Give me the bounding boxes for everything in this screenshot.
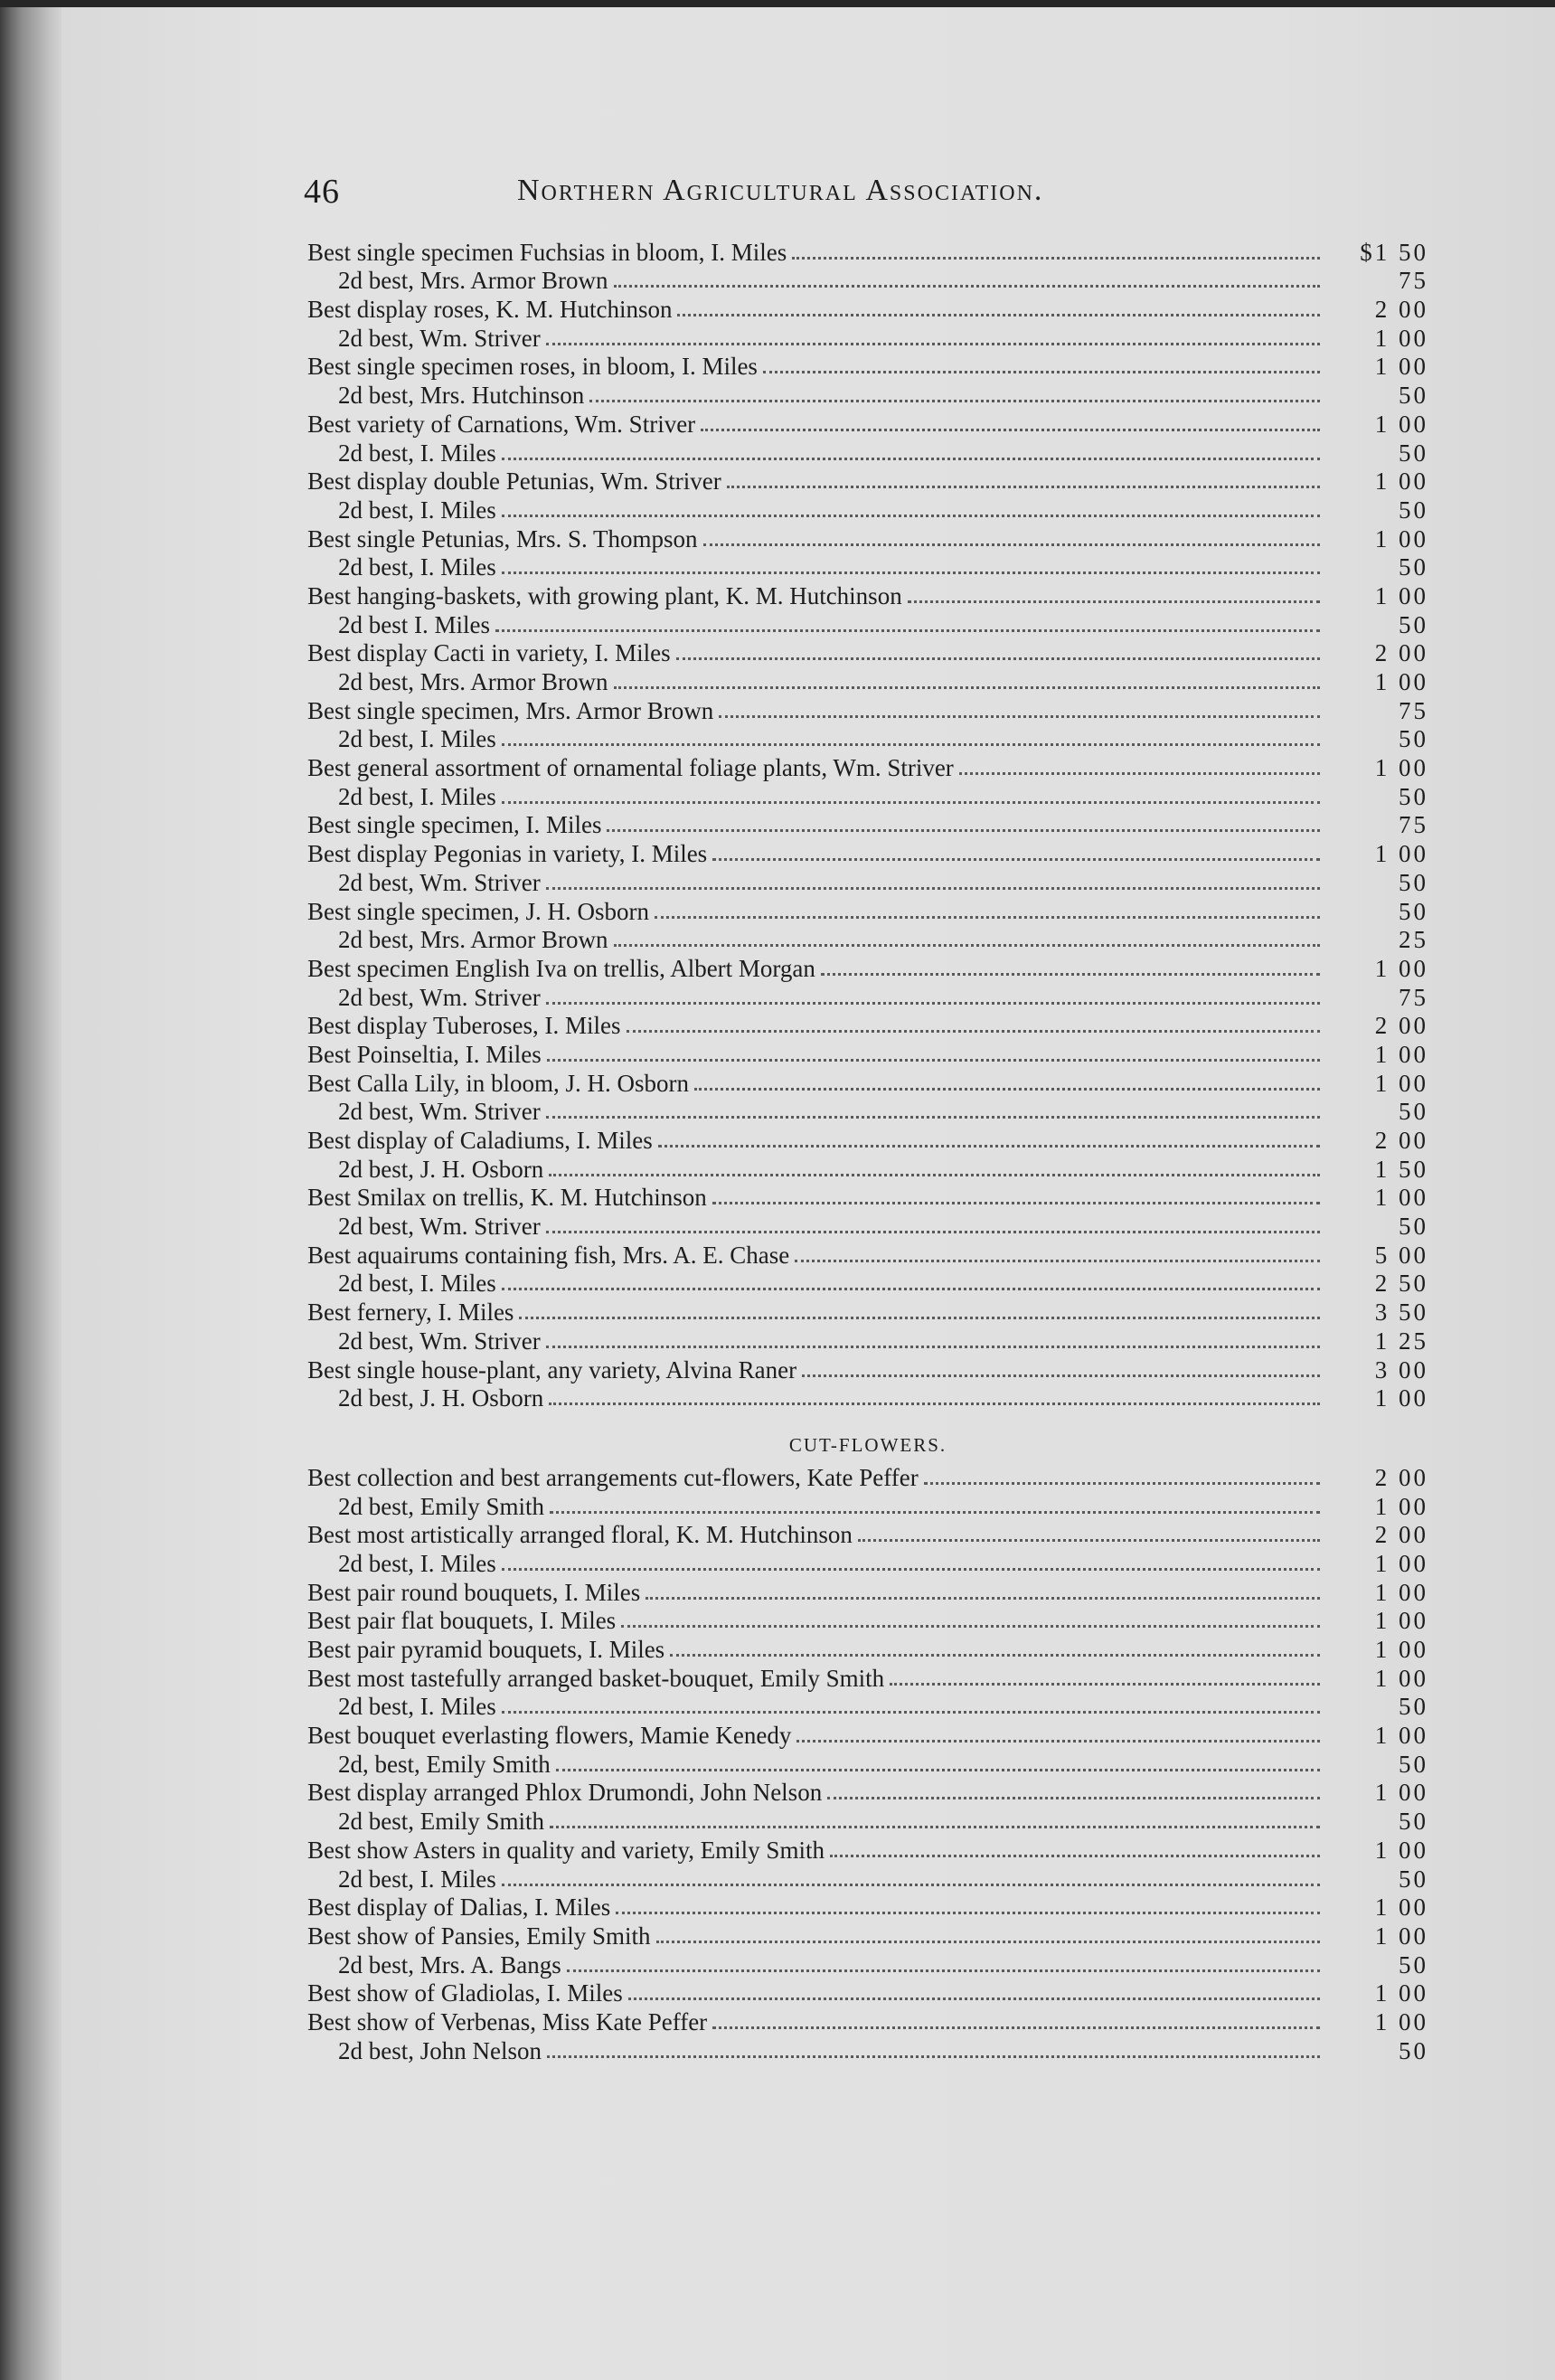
entry-description: Best pair round bouquets, I. Miles — [307, 1578, 641, 1606]
entry-amount: 1 00 — [1374, 1836, 1428, 1864]
list-item — [307, 810, 1428, 839]
dot-leader — [547, 2055, 1320, 2058]
entry-description: 2d best, Wm. Striver — [338, 1327, 541, 1355]
entry-amount: 50 — [1399, 2036, 1428, 2064]
entry-description: Best hanging-baskets, with growing plant, K. M. Hutchinson — [307, 581, 902, 609]
dot-leader — [890, 1683, 1320, 1686]
list-item — [307, 552, 1428, 581]
dot-leader — [550, 1826, 1320, 1828]
dot-leader — [858, 1539, 1320, 1542]
entry-description: Best Poinseltia, I. Miles — [307, 1040, 542, 1068]
list-item — [307, 467, 1428, 496]
dot-leader — [628, 1998, 1320, 2000]
list-item — [307, 1491, 1428, 1520]
list-item — [307, 323, 1428, 352]
dot-leader — [546, 1116, 1320, 1119]
list-item — [307, 896, 1428, 925]
dot-leader — [616, 1912, 1320, 1914]
entry-amount: 75 — [1399, 696, 1428, 724]
list-item — [307, 1893, 1428, 1922]
entry-description: 2d best I. Miles — [338, 610, 490, 638]
list-item — [307, 1297, 1428, 1326]
list-item — [307, 495, 1428, 524]
dot-leader — [502, 1711, 1320, 1714]
entry-description: 2d best, Mrs. Hutchinson — [338, 382, 585, 410]
list-item — [307, 2007, 1428, 2035]
list-item — [307, 1068, 1428, 1097]
dot-leader — [502, 801, 1320, 804]
entry-description: Best variety of Carnations, Wm. Striver — [307, 410, 696, 438]
entry-amount: 1 00 — [1374, 468, 1428, 496]
list-item — [307, 666, 1428, 695]
entry-description: Best display Pegonias in variety, I. Miles — [307, 840, 708, 868]
list-item — [307, 1384, 1428, 1412]
entry-amount: 25 — [1399, 926, 1428, 954]
entry-amount: 1 00 — [1374, 1894, 1428, 1922]
dot-leader — [827, 1797, 1320, 1799]
entry-amount: 1 00 — [1374, 668, 1428, 695]
list-item — [307, 1663, 1428, 1692]
dot-leader — [658, 1145, 1320, 1148]
entry-amount: 2 00 — [1374, 1012, 1428, 1040]
list-item — [307, 1039, 1428, 1068]
entry-description: 2d best, I. Miles — [338, 1693, 496, 1721]
entry-description: 2d best, Wm. Striver — [338, 983, 541, 1011]
list-item — [307, 1355, 1428, 1384]
entry-description: 2d best, I. Miles — [338, 439, 496, 467]
dot-leader — [792, 257, 1320, 260]
entry-amount: 1 00 — [1374, 524, 1428, 552]
entry-description: 2d best, Wm. Striver — [338, 324, 541, 352]
list-item — [307, 781, 1428, 810]
entry-description: 2d best, Wm. Striver — [338, 868, 541, 896]
list-item — [307, 695, 1428, 724]
scan-top-edge — [0, 0, 1555, 7]
entry-description: 2d best, Mrs. Armor Brown — [338, 926, 608, 954]
entry-description: Best display arranged Phlox Drumondi, John Nelson — [307, 1779, 823, 1807]
list-item — [307, 638, 1428, 667]
entry-amount: 50 — [1399, 553, 1428, 581]
dot-leader — [547, 1059, 1320, 1062]
entry-amount: 1 00 — [1374, 1384, 1428, 1412]
dot-leader — [676, 657, 1320, 660]
entry-amount: 75 — [1399, 811, 1428, 839]
list-item — [307, 2035, 1428, 2064]
list-item — [307, 1240, 1428, 1269]
dot-leader — [549, 1174, 1320, 1176]
entry-description: Best specimen English Iva on trellis, Albert Morgan — [307, 954, 815, 982]
list-item — [307, 524, 1428, 552]
entry-amount: 50 — [1399, 496, 1428, 524]
entry-description: 2d best, I. Miles — [338, 782, 496, 810]
entry-description: Best single specimen, Mrs. Armor Brown — [307, 696, 714, 724]
dot-leader — [546, 343, 1320, 345]
entry-amount: 2 00 — [1374, 1463, 1428, 1491]
list-item — [307, 1921, 1428, 1950]
dot-leader — [495, 629, 1320, 632]
entry-description: 2d best, I. Miles — [338, 1270, 496, 1298]
list-item — [307, 1211, 1428, 1240]
entry-amount: 50 — [1399, 439, 1428, 467]
list-item — [307, 838, 1428, 867]
dot-leader — [959, 772, 1320, 775]
entry-description: Best single specimen roses, in bloom, I. Miles — [307, 353, 758, 381]
entry-description: 2d best, Mrs. A. Bangs — [338, 1950, 561, 1979]
list-item — [307, 1011, 1428, 1040]
dot-leader — [670, 1654, 1320, 1657]
list-item — [307, 438, 1428, 467]
entry-amount: 2 00 — [1374, 1521, 1428, 1549]
entry-amount: 1 00 — [1374, 954, 1428, 982]
entry-description: 2d best, I. Miles — [338, 553, 496, 581]
entry-amount: 50 — [1399, 1693, 1428, 1721]
dot-leader — [796, 1740, 1320, 1742]
entry-amount: 1 00 — [1374, 324, 1428, 352]
list-item — [307, 237, 1428, 266]
entry-amount: 2 50 — [1374, 1270, 1428, 1298]
dot-leader — [502, 458, 1320, 460]
entry-description: Best single house-plant, any variety, Alvina Raner — [307, 1355, 797, 1384]
dot-leader — [614, 686, 1321, 689]
entry-description: Best single Petunias, Mrs. S. Thompson — [307, 524, 698, 552]
entry-description: Best show Asters in quality and variety, Emily Smith — [307, 1836, 825, 1864]
dot-leader — [655, 916, 1320, 919]
dot-leader — [549, 1402, 1320, 1405]
entry-description: 2d best, I. Miles — [338, 1549, 496, 1577]
list-item — [307, 867, 1428, 896]
entry-description: Best most tastefully arranged basket-bouquet, Emily Smith — [307, 1664, 885, 1692]
entry-description: Best display Tuberoses, I. Miles — [307, 1012, 621, 1040]
entry-amount: 1 00 — [1374, 1040, 1428, 1068]
dot-leader — [502, 743, 1320, 746]
entry-amount: 50 — [1399, 725, 1428, 753]
entry-description: Best display of Dalias, I. Miles — [307, 1894, 611, 1922]
entry-description: 2d best, I. Miles — [338, 725, 496, 753]
entry-description: Best single specimen, J. H. Osborn — [307, 897, 649, 925]
list-item — [307, 1950, 1428, 1979]
list-item — [307, 1520, 1428, 1549]
dot-leader — [502, 1568, 1320, 1571]
list-item — [307, 352, 1428, 381]
list-item — [307, 982, 1428, 1011]
entry-amount: 1 50 — [1374, 1155, 1428, 1183]
dot-leader — [701, 429, 1320, 431]
list-item — [307, 1125, 1428, 1154]
dot-leader — [546, 1346, 1320, 1348]
entry-description: Best pair flat bouquets, I. Miles — [307, 1607, 617, 1635]
dot-leader — [550, 1511, 1320, 1514]
entry-description: Best pair pyramid bouquets, I. Miles — [307, 1636, 665, 1663]
entry-description: Best fernery, I. Miles — [307, 1299, 514, 1327]
entry-amount: 5 00 — [1374, 1241, 1428, 1269]
entry-amount: 1 00 — [1374, 1722, 1428, 1750]
list-item — [307, 1749, 1428, 1778]
entry-amount: 1 00 — [1374, 1607, 1428, 1635]
dot-leader — [821, 973, 1320, 976]
entry-description: Best most artistically arranged floral, K. M. Hutchinson — [307, 1521, 853, 1549]
entry-description: Best Calla Lily, in bloom, J. H. Osborn — [307, 1069, 689, 1097]
list-item — [307, 1778, 1428, 1807]
entry-amount: 1 00 — [1374, 754, 1428, 782]
entry-description: 2d best, Wm. Striver — [338, 1098, 541, 1126]
dot-leader — [502, 1884, 1320, 1886]
list-item — [307, 1835, 1428, 1864]
dot-leader — [908, 600, 1320, 603]
entry-description: 2d best, Mrs. Armor Brown — [338, 668, 608, 695]
dot-leader — [924, 1482, 1320, 1485]
entry-amount: 1 00 — [1374, 581, 1428, 609]
list-item — [307, 1154, 1428, 1183]
entry-amount: 50 — [1399, 868, 1428, 896]
dot-leader — [502, 1288, 1320, 1290]
dot-leader — [502, 515, 1320, 517]
list-item — [307, 409, 1428, 438]
page-number: 46 — [304, 173, 340, 211]
list-item — [307, 1634, 1428, 1663]
entry-description: Best show of Verbenas, Miss Kate Peffer — [307, 2007, 708, 2035]
dot-leader — [502, 571, 1320, 574]
entry-amount: 50 — [1399, 1808, 1428, 1836]
dot-leader — [802, 1374, 1320, 1377]
dot-leader — [589, 400, 1320, 402]
entry-amount: 1 00 — [1374, 410, 1428, 438]
dot-leader — [546, 1002, 1320, 1005]
dot-leader — [703, 543, 1320, 546]
entry-description: Best Smilax on trellis, K. M. Hutchinson — [307, 1184, 707, 1212]
entry-amount: 75 — [1399, 267, 1428, 295]
dot-leader — [546, 1231, 1320, 1233]
list-item — [307, 294, 1428, 323]
dot-leader — [556, 1769, 1320, 1771]
list-item — [307, 1269, 1428, 1298]
entry-description: 2d best, I. Miles — [338, 1865, 496, 1893]
dot-leader — [694, 1088, 1320, 1091]
list-item — [307, 1577, 1428, 1606]
dot-leader — [712, 858, 1320, 861]
dot-leader — [546, 887, 1320, 890]
dot-leader — [830, 1855, 1320, 1857]
list-item — [307, 1806, 1428, 1835]
entry-amount: 2 00 — [1374, 1127, 1428, 1154]
list-item — [307, 1979, 1428, 2007]
entry-amount: 2 00 — [1374, 296, 1428, 324]
list-item — [307, 925, 1428, 954]
entry-amount: 1 00 — [1374, 840, 1428, 868]
dot-leader — [712, 2026, 1320, 2029]
entry-description: 2d best, J. H. Osborn — [338, 1155, 544, 1183]
entry-amount: 50 — [1399, 1213, 1428, 1241]
entry-description: Best collection and best arrangements cut-flowers, Kate Peffer — [307, 1463, 919, 1491]
list-item — [307, 1720, 1428, 1749]
dot-leader — [656, 1941, 1320, 1943]
list-item — [307, 1548, 1428, 1577]
dot-leader — [712, 1202, 1320, 1204]
entry-description: Best display of Caladiums, I. Miles — [307, 1127, 653, 1154]
entry-description: 2d best, Wm. Striver — [338, 1213, 541, 1241]
entry-amount: $1 50 — [1360, 238, 1428, 266]
entry-description: Best display roses, K. M. Hutchinson — [307, 296, 673, 324]
entry-description: 2d best, John Nelson — [338, 2036, 542, 2064]
list-item — [307, 724, 1428, 753]
entry-description: Best display Cacti in variety, I. Miles — [307, 639, 671, 667]
entry-amount: 50 — [1399, 897, 1428, 925]
entry-amount: 1 00 — [1374, 1492, 1428, 1520]
section-heading: CUT-FLOWERS. — [788, 1434, 947, 1457]
entry-amount: 1 00 — [1374, 1979, 1428, 2007]
entry-amount: 3 00 — [1374, 1355, 1428, 1384]
entry-description: Best general assortment of ornamental foliage plants, Wm. Striver — [307, 754, 954, 782]
book-spine-shadow — [0, 0, 61, 2380]
dot-leader — [627, 1030, 1320, 1033]
list-item — [307, 609, 1428, 638]
entry-amount: 50 — [1399, 1750, 1428, 1778]
entry-amount: 75 — [1399, 983, 1428, 1011]
entry-amount: 3 50 — [1374, 1299, 1428, 1327]
premium-list — [307, 237, 1428, 2064]
entry-description: 2d best, Emily Smith — [338, 1808, 545, 1836]
dot-leader — [519, 1317, 1320, 1319]
entry-description: 2d, best, Emily Smith — [338, 1750, 551, 1778]
entry-amount: 50 — [1399, 1098, 1428, 1126]
entry-amount: 50 — [1399, 782, 1428, 810]
dot-leader — [607, 829, 1320, 832]
page-header — [304, 172, 1208, 217]
dot-leader — [621, 1625, 1320, 1628]
dot-leader — [567, 1969, 1320, 1972]
dot-leader — [763, 371, 1320, 373]
dot-leader — [677, 314, 1320, 316]
entry-amount: 50 — [1399, 382, 1428, 410]
list-item — [307, 1326, 1428, 1355]
dot-leader — [614, 944, 1321, 947]
entry-amount: 50 — [1399, 1950, 1428, 1979]
entry-description: Best show of Pansies, Emily Smith — [307, 1922, 651, 1950]
entry-description: 2d best, I. Miles — [338, 496, 496, 524]
list-item — [307, 1864, 1428, 1893]
list-item — [307, 752, 1428, 781]
entry-amount: 1 00 — [1374, 1779, 1428, 1807]
list-item — [307, 953, 1428, 982]
entry-amount: 1 25 — [1374, 1327, 1428, 1355]
list-item — [307, 581, 1428, 609]
entry-amount: 1 00 — [1374, 1184, 1428, 1212]
dot-leader — [614, 285, 1321, 288]
entry-description: Best aquairums containing fish, Mrs. A. E. Chase — [307, 1241, 790, 1269]
entry-description: Best single specimen, I. Miles — [307, 811, 602, 839]
entry-amount: 1 00 — [1374, 1578, 1428, 1606]
list-item — [307, 266, 1428, 295]
entry-amount: 50 — [1399, 610, 1428, 638]
list-item — [307, 1462, 1428, 1491]
list-item — [307, 1692, 1428, 1721]
entry-amount: 1 00 — [1374, 353, 1428, 381]
entry-amount: 1 00 — [1374, 2007, 1428, 2035]
list-item — [307, 1606, 1428, 1635]
entry-description: Best single specimen Fuchsias in bloom, I. Miles — [307, 238, 787, 266]
dot-leader — [646, 1597, 1320, 1600]
list-item — [307, 1183, 1428, 1212]
entry-amount: 1 00 — [1374, 1664, 1428, 1692]
entry-amount: 1 00 — [1374, 1922, 1428, 1950]
entry-description: 2d best, Mrs. Armor Brown — [338, 267, 608, 295]
entry-amount: 1 00 — [1374, 1549, 1428, 1577]
entry-amount: 1 00 — [1374, 1636, 1428, 1663]
entry-amount: 50 — [1399, 1865, 1428, 1893]
list-item — [307, 1097, 1428, 1126]
running-title: Northern Agricultural Association. — [517, 174, 1044, 207]
list-item — [307, 380, 1428, 409]
dot-leader — [795, 1260, 1320, 1262]
entry-amount: 2 00 — [1374, 639, 1428, 667]
entry-description: 2d best, Emily Smith — [338, 1492, 545, 1520]
entry-description: Best show of Gladiolas, I. Miles — [307, 1979, 623, 2007]
dot-leader — [719, 715, 1320, 718]
dot-leader — [727, 486, 1320, 488]
entry-amount: 1 00 — [1374, 1069, 1428, 1097]
entry-description: Best bouquet everlasting flowers, Mamie Kenedy — [307, 1722, 792, 1750]
entry-description: 2d best, J. H. Osborn — [338, 1384, 544, 1412]
entry-description: Best display double Petunias, Wm. Striver — [307, 468, 721, 496]
